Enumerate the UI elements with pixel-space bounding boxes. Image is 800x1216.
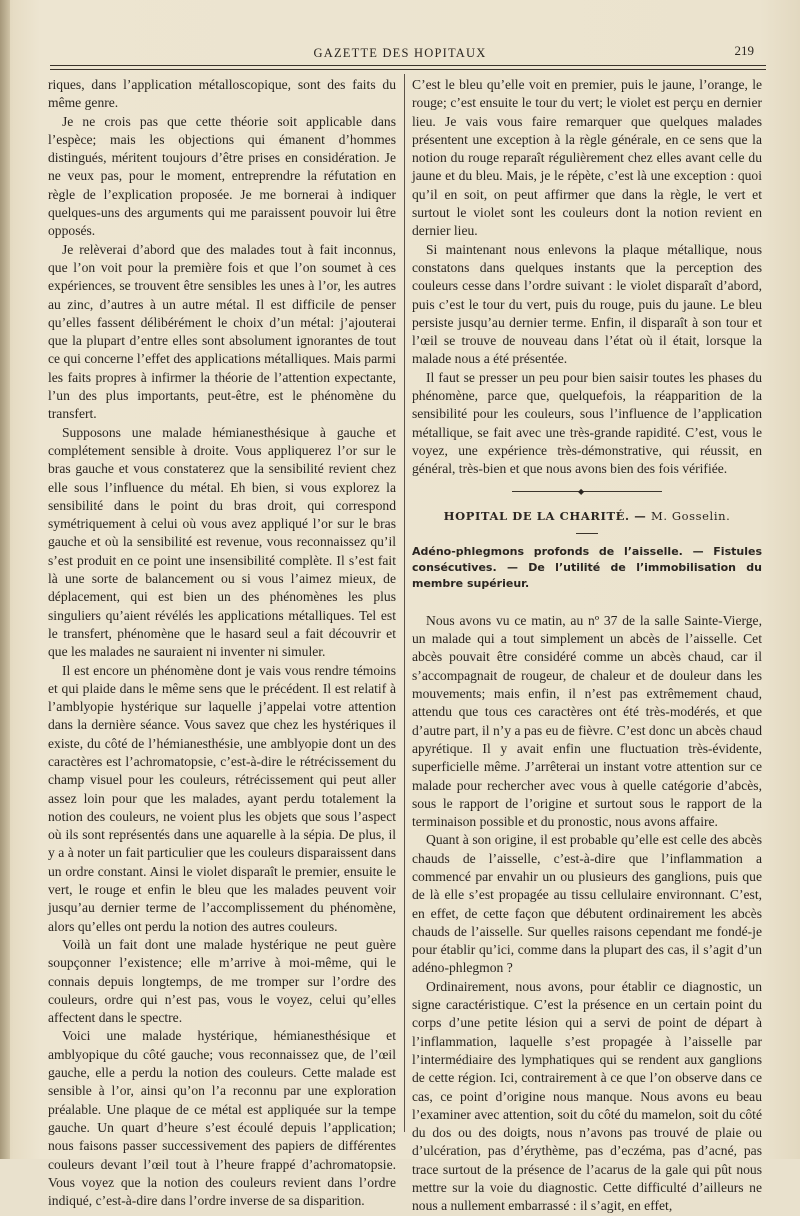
- section-subtitle: Adéno-phlegmons profonds de l’aisselle. — Fistules consécutives. — De l’utilité de l’immobilisation du membre supérieur.: [412, 544, 762, 590]
- paragraph: Voilà un fait dont une malade hystérique ne peut guère soupçonner l’existence; elle m’arrive à moi-même, qui le connais depuis longtemps, de me tromper sur l’ordre des couleurs, ordre qui n’est pas, vous le voyez, celui qu’elles affectent dans le spectre.: [48, 936, 396, 1026]
- paragraph: Si maintenant nous enlevons la plaque métallique, nous constatons dans quelques instants que la perception des couleurs cesse dans l’ordre suivant : le violet disparaît d’abord, puis c’est le tour du vert, puis du rouge, puis du jaune. Le bleu persiste jusqu’au dernier terme. Enfin, il disparaît à son tour et l’œil se trouve de nouveau dans l’état où il était, lorsque la malade nous a été présentée.: [412, 241, 762, 367]
- heading-rule: [576, 533, 598, 534]
- section-title: HOPITAL DE LA CHARITÉ.: [443, 508, 630, 523]
- section-separator: [412, 481, 762, 503]
- paragraph: C’est le bleu qu’elle voit en premier, puis le jaune, l’orange, le rouge; c’est ensuite le tour du vert; le violet est perçu en dernier lieu. Je vais vous faire remarquer que quelques malades présentent une exception à la règle générale, en ce sens que la notion du rouge reparaît régulièrement chez elles avant celle du jaune et du bleu. Mais, je le répète, c’est là une exception : quoi qu’il en soit, on peut affirmer que dans la règle, le vert et surtout le violet sont les couleurs dont la notion revient en dernier lieu.: [412, 77, 762, 239]
- binding-edge: [0, 0, 10, 1159]
- paragraph: Nous avons vu ce matin, au nº 37 de la salle Sainte-Vierge, un malade qui a tout simplement un abcès de l’aisselle. Cet abcès pouvait être considéré comme un abcès chaud, car il s’accompagnait de rougeur, de chaleur et de douleur dans les mouvements; mais enfin, il n’est pas extrêmement chaud, attendu que tous ces caractères ont été très-modérés, et que d’autre part, il n’y a pas eu de fièvre. C’est donc un abcès chaud apyrétique. Il y avait enfin une fluctuation très-évidente, superficielle même. J’arrêterai un instant votre attention sur ce malade pour rechercher avec vous à quelle catégorie d’abcès, sous le rapport de l’origine et surtout sous le rapport de la terminaison possible et du pronostic, nous avons affaire.: [412, 612, 762, 830]
- section-dash: —: [629, 508, 651, 523]
- separator-ornament-icon: ◆: [578, 487, 585, 497]
- paragraph: Ordinairement, nous avons, pour établir ce diagnostic, un signe caractéristique. C’est la présence en un certain point du corps d’une petite lésion qui a servi de point de départ à l’inflammation, laquelle s’est propagée à l’aisselle par l’intermédiaire des lymphatiques qui se rendent aux ganglions de cette région. Ici, contrairement à ce que l’on observe dans ce cas, ce point d’origine nous manque. Nous avons eu beau l’examiner avec attention, soit du côté du mamelon, soit du côté du dos ou des doigts, nous n’avons pas trouvé de plaie ou d’ulcération, pas d’érythème, pas d’eczéma, pas d’acné, pas trace surtout de la présence de l’acarus de la gale qui pût nous mettre sur la voie du diagnostic. Cette difficulté d’ailleurs ne nous a nullement embarrassé : il s’agit, en effet,: [412, 978, 762, 1214]
- paragraph: Je ne crois pas que cette théorie soit applicable dans l’espèce; mais les objections qui émanent d’hommes distingués, méritent toujours d’être prises en considération. Je ne veux pas, pour le moment, entreprendre la réfutation en règle de l’explication proposée. Je me bornerai à indiquer quelques-uns des arguments qui me paraissent pouvoir lui être opposés.: [48, 113, 396, 239]
- journal-title: GAZETTE DES HOPITAUX: [313, 46, 487, 60]
- right-column-bottom: [412, 612, 762, 1216]
- page-number: 219: [734, 43, 754, 58]
- section-author: M. Gosselin.: [650, 508, 731, 523]
- header-rule-thin: [50, 69, 766, 70]
- header-rule-thick: [50, 65, 766, 66]
- left-column: [48, 76, 396, 1210]
- page-header: [40, 40, 760, 64]
- paragraph: Il est encore un phénomène dont je vais vous rendre témoins et qui plaide dans le même sens que le précédent. Il est relatif à l’amblyopie hystérique sur laquelle j’appelai votre attention dans la dernière séance. Vous savez que chez les hystériques il existe, du côté de l’hémianesthésie, une amblyopie dont un des caractères est l’achromatopsie, c’est-à-dire le rétrécissement du champ visuel pour les couleurs, rétrécissement qui peut aller assez loin pour que les malades, ayant perdu totalement la notion des couleurs, ne voient plus les objets que sous l’aspect où ils sont représentés dans une aquarelle à la sépia. De plus, il y a à noter un fait particulier que les couleurs disparaissent dans un ordre constant. Ainsi le violet disparaît le premier, ensuite le vert, le rouge et enfin le bleu que les malades peuvent voir jusqu’au dernier terme de l’accomplissement du phénomène, alors qu’elles ont perdu la notion des autres couleurs.: [48, 662, 396, 934]
- paragraph: riques, dans l’application métalloscopique, sont des faits du même genre.: [48, 77, 396, 111]
- paragraph: Supposons une malade hémianesthésique à gauche et complétement sensible à droite. Vous appliquerez l’or sur le bras gauche et vous constaterez que la sensibilité revient chez elle sous l’influence du métal. Eh bien, si vous explorez la sensibilité dans le point du bras droit, qui correspond symétriquement à celui où vous avez appliqué l’or sur le bras gauche et où la sensibilité est revenue, vous reconnaissez qu’il s’est produit en ce point une insensibilité complète. Il s’est fait là une sorte de balancement ou si vous l’aimez mieux, de déplacement, qui est bien un des phénomènes les plus singuliers qu’aient révélés les applications métalliques. Tel est le transfert, phénomène que le hasard seul a fait découvrir et que les malades ne sauraient ni inventer ni simuler.: [48, 424, 396, 660]
- paragraph: Quant à son origine, il est probable qu’elle est celle des abcès chauds de l’aisselle, c’est-à-dire que l’inflammation a commencé par envahir un ou plusieurs des ganglions, puis que de là elle s’est propagée au tissu cellulaire environnant. C’est, en effet, de cette façon que débutent ordinairement les abcès chauds de l’aisselle. Sur quelles raisons cependant me fondé-je pour établir qu’ici, comme dans la plupart des cas, il s’agit d’un adéno-phlegmon ?: [412, 832, 762, 976]
- right-column-top: [412, 76, 762, 479]
- paragraph: Voici une malade hystérique, hémianesthésique et amblyopique du côté gauche; vous reconnaissez que, de l’œil gauche, elle a perdu la notion des couleurs. Cette malade est sensible à l’or, ainsi qu’on l’a reconnu par une exploration préalable. Une plaque de ce métal est appliquée sur la tempe gauche. Un quart d’heure s’est écoulé depuis l’application; nous faisons passer successivement des papiers de différentes couleurs devant l’œil tout à l’heure frappé d’achromatopsie. Vous voyez que la notion des couleurs revient dans l’ordre indiqué, c’est-à-dire dans l’ordre inverse de sa disparition.: [48, 1028, 396, 1209]
- paragraph: Je relèverai d’abord que des malades tout à fait inconnus, que l’on voit pour la première fois et que l’on soumet à ces expériences, se trouvent être sensibles les unes à l’or, les autres au zinc, d’autres à un autre métal. Il est difficile de penser qu’elles fassent délibérément le choix d’un métal: j’ajouterai que la plupart d’entre elles sont absolument ignorantes de tout ce qui concerne l’effet des applications métalliques. Mais parmi les faits propres à infirmer la théorie de l’attention expectante, l’un des plus importants, peut-être, est le phénomène du transfert.: [48, 241, 396, 422]
- right-column: [412, 76, 762, 1216]
- section-heading: [412, 507, 762, 525]
- paragraph: Il faut se presser un peu pour bien saisir toutes les phases du phénomène, parce que, quelquefois, la réapparition de la sensibilité pour les couleurs, sous l’influence de l’application métallique, se fait avec une très-grande rapidité. C’est, vous le voyez, une expérience très-démonstrative, qui réussit, en général, très-bien et que nous avons bien des fois vérifiée.: [412, 369, 762, 477]
- column-divider: [404, 74, 405, 1132]
